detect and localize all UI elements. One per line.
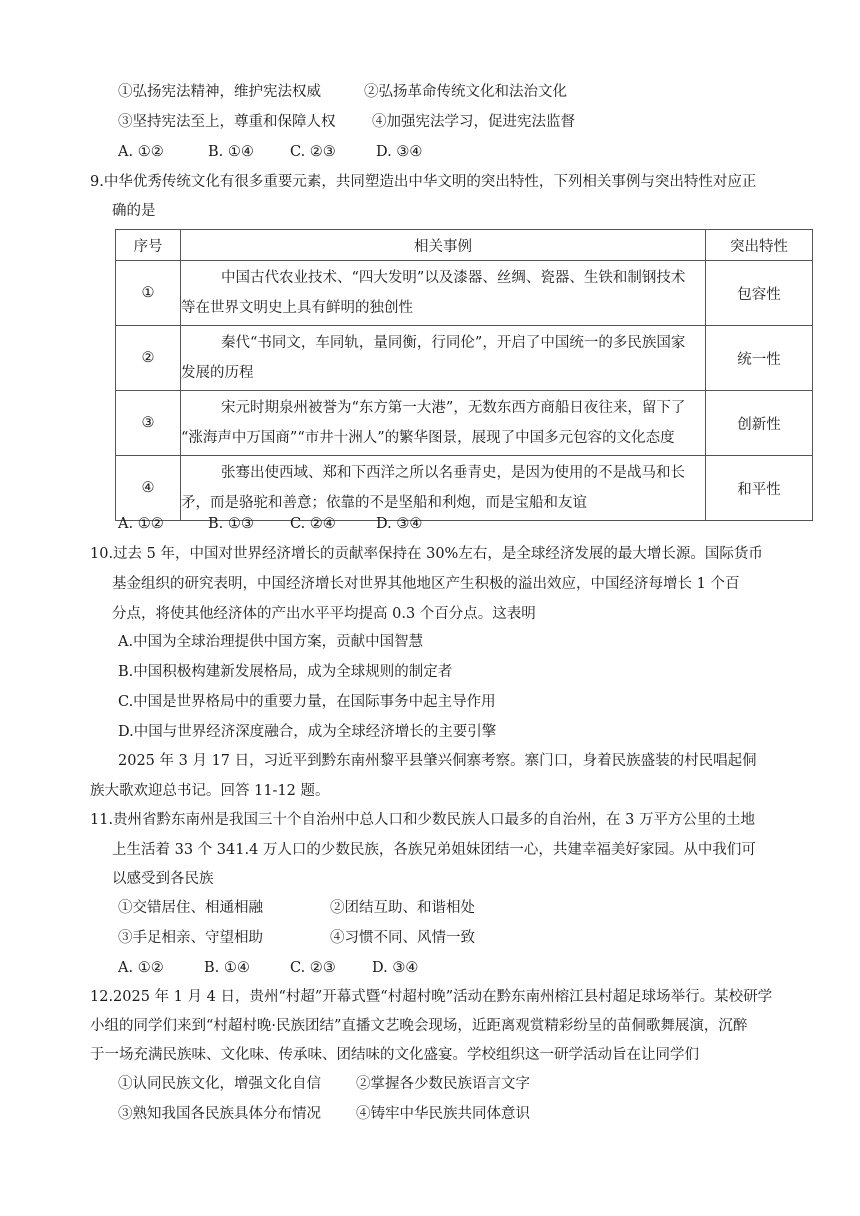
- q9-option-a: A. ①②: [118, 516, 164, 532]
- q10-option-a: A.中国为全球治理提供中国方案，贡献中国智慧: [118, 634, 424, 650]
- header-event: 相关事例: [181, 230, 706, 261]
- row-trait: 包容性: [706, 261, 813, 326]
- q11-item-4: ④习惯不同、风情一致: [330, 930, 475, 946]
- q9-stem-line2: 确的是: [112, 203, 156, 219]
- q9-table-header: [116, 230, 813, 261]
- q9-option-d: D. ③④: [376, 516, 423, 532]
- q9-option-b: B. ①③: [208, 516, 254, 532]
- q11-option-a: A. ①②: [118, 960, 164, 976]
- q11-stem-line1: 11.贵州省黔东南州是我国三十个自治州中总人口和少数民族人口最多的自治州，在 3 万平方公里的土地: [90, 812, 755, 828]
- q11-item-3: ③手足相亲、守望相助: [118, 930, 263, 946]
- q11-item-2: ②团结互助、和谐相处: [330, 900, 475, 916]
- q9-table: [115, 229, 813, 521]
- q10-stem-line1: 10.过去 5 年，中国对世界经济增长的贡献率保持在 30%左右，是全球经济发展的最大增长源。国际货币: [90, 546, 763, 562]
- q8-option-b: B. ①④: [208, 144, 254, 160]
- q12-item-3: ③熟知我国各民族具体分布情况: [118, 1106, 321, 1122]
- header-no: 序号: [116, 230, 181, 261]
- q10-stem-line3: 分点，将使其他经济体的产出水平平均提高 0.3 个百分点。这表明: [112, 606, 536, 622]
- q10-option-b: B.中国积极构建新发展格局，成为全球规则的制定者: [118, 664, 453, 680]
- q8-item-4: ④加强宪法学习，促进宪法监督: [372, 114, 575, 130]
- q12-item-1: ①认同民族文化，增强文化自信: [118, 1076, 321, 1092]
- q12-stem-line3: 于一场充满民族味、文化味、传承味、团结味的文化盛宴。学校组织这一研学活动旨在让同学们: [90, 1047, 699, 1063]
- row-trait: 创新性: [706, 391, 813, 456]
- q12-stem-line2: 小组的同学们来到“村超村晚·民族团结”直播文艺晚会现场，近距离观赏精彩纷呈的苗侗歌舞展演，沉醉: [90, 1018, 748, 1034]
- row-trait: 统一性: [706, 326, 813, 391]
- q8-option-a: A. ①②: [118, 144, 164, 160]
- table-row: [116, 391, 813, 456]
- row-no: ①: [116, 261, 181, 326]
- q11-option-d: D. ③④: [372, 960, 419, 976]
- q8-item-3: ③坚持宪法至上，尊重和保障人权: [118, 114, 336, 130]
- row-event: 宋元时期泉州被誉为“东方第一大港”，无数东西方商船日夜往来，留下了 “涨海声中万国商”“市井十洲人”的繁华图景，展现了中国多元包容的文化态度: [181, 391, 706, 456]
- q11-item-1: ①交错居住、相通相融: [118, 900, 263, 916]
- q10-stem-line2: 基金组织的研究表明，中国经济增长对世界其他地区产生积极的溢出效应，中国经济每增长 1 个百: [112, 576, 740, 592]
- row-trait: 和平性: [706, 456, 813, 521]
- q11-option-c: C. ②③: [290, 960, 336, 976]
- q8-item-1: ①弘扬宪法精神，维护宪法权威: [118, 84, 321, 100]
- row-no: ②: [116, 326, 181, 391]
- row-no: ④: [116, 456, 181, 521]
- row-no: ③: [116, 391, 181, 456]
- q12-item-4: ④铸牢中华民族共同体意识: [356, 1106, 530, 1122]
- q12-item-2: ②掌握各少数民族语言文字: [356, 1076, 530, 1092]
- q8-item-2: ②弘扬革命传统文化和法治文化: [364, 84, 567, 100]
- q10-option-d: D.中国与世界经济深度融合，成为全球经济增长的主要引擎: [118, 724, 497, 740]
- q8-option-c: C. ②③: [290, 144, 336, 160]
- q9-stem-line1: 9.中华优秀传统文化有很多重要元素，共同塑造出中华文明的突出特性，下列相关事例与突出特性对应正: [90, 174, 757, 190]
- row-event: 中国古代农业技术、“四大发明”以及漆器、丝绸、瓷器、生铁和制钢技术 等在世界文明史上具有鲜明的独创性: [181, 261, 706, 326]
- q8-option-d: D. ③④: [376, 144, 423, 160]
- row-event: 张骞出使西域、郑和下西洋之所以名垂青史，是因为使用的不是战马和长 矛，而是骆驼和善意；依靠的不是坚船和利炮，而是宝船和友谊: [181, 456, 706, 521]
- table-row: [116, 326, 813, 391]
- row-event: 秦代“书同文，车同轨，量同衡，行同伦”，开启了中国统一的多民族国家 发展的历程: [181, 326, 706, 391]
- q10-option-c: C.中国是世界格局中的重要力量，在国际事务中起主导作用: [118, 694, 496, 710]
- intro-line2: 族大歌欢迎总书记。回答 11-12 题。: [90, 783, 330, 799]
- q12-stem-line1: 12.2025 年 1 月 4 日，贵州“村超”开幕式暨“村超村晚”活动在黔东南州榕江县村超足球场举行。某校研学: [90, 989, 773, 1005]
- q9-option-c: C. ②④: [290, 516, 336, 532]
- table-row: [116, 261, 813, 326]
- q11-option-b: B. ①④: [204, 960, 250, 976]
- header-trait: 突出特性: [706, 230, 813, 261]
- table-row: [116, 456, 813, 521]
- q11-stem-line2: 上生活着 33 个 341.4 万人口的少数民族，各族兄弟姐妹团结一心，共建幸福美好家园。从中我们可: [112, 842, 756, 858]
- intro-line1: 2025 年 3 月 17 日，习近平到黔东南州黎平县肇兴侗寨考察。寨门口，身着民族盛装的村民唱起侗: [118, 753, 757, 769]
- q11-stem-line3: 以感受到各民族: [112, 871, 214, 887]
